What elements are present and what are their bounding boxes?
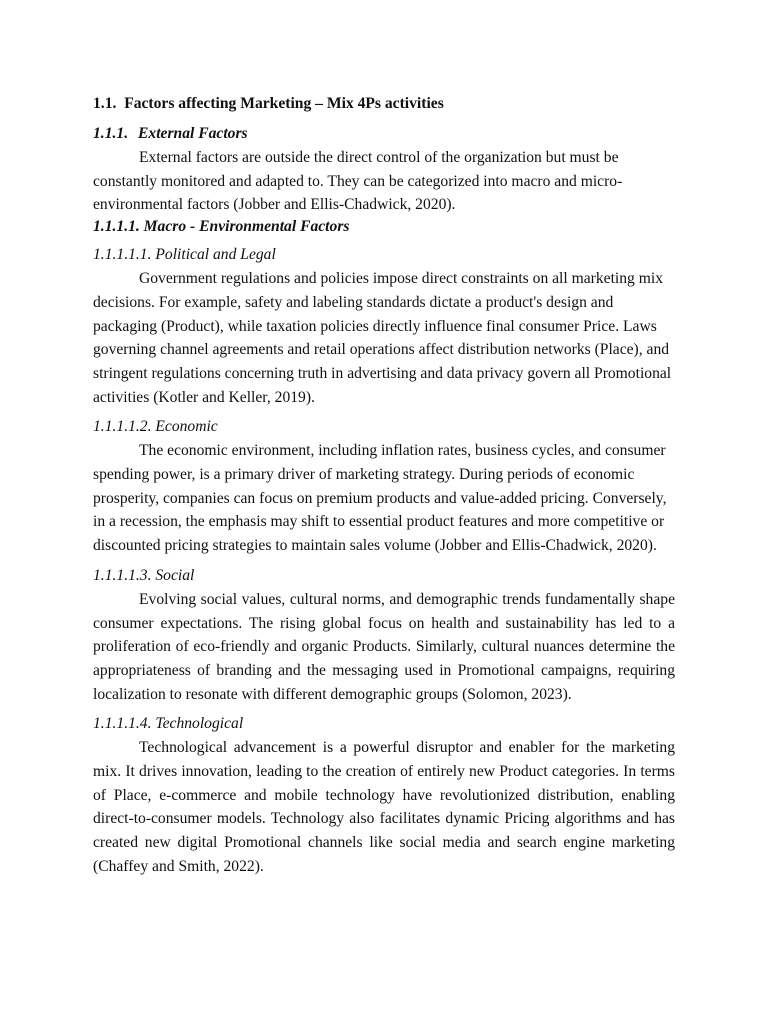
political-legal-heading: 1.1.1.1.1. Political and Legal [93,246,276,264]
macro-heading: 1.1.1.1. Macro - Environmental Factors [93,218,350,236]
external-factors-paragraph: External factors are outside the direct control of the organization but must be constantly monitored and adapted to. They can be categorized into macro and micro-environmental factors (Jobber and Ellis-Chadwick, 2020). [93,149,623,214]
social-heading: 1.1.1.1.3. Social [93,566,195,584]
economic-paragraph: The economic environment, including inflation rates, business cycles, and consumer spending power, is a primary driver of marketing strategy. During periods of economic prosperity, companies can focus on premium products and value-added pricing. Conversely, in a recession, the emphasis may shift to essential product features and more competitive or discounted pricing strategies to maintain sales volume (Jobber and Ellis-Chadwick, 2020). [93,442,667,555]
technological-heading: 1.1.1.1.4. Technological [93,715,244,733]
subsection-number: 1.1.1. [93,125,129,142]
technological-paragraph: Technological advancement is a powerful disruptor and enabler for the marketing mix. It drives innovation, leading to the creation of entirely new Product categories. In terms of Place, e-commerce and mobile technology have revolutionized distribution, enabling direct-to-consumer models. Technology also facilitates dynamic Pricing algorithms and has created new digital Promotional channels like social media and search engine marketing (Chaffey and Smith, 2022). [93,739,675,875]
section-title: Factors affecting Marketing – Mix 4Ps activities [124,95,444,112]
section-number: 1.1. [93,95,117,112]
document-page [93,92,675,879]
subsection-heading-external [93,122,675,146]
social-paragraph: Evolving social values, cultural norms, and demographic trends fundamentally shape consumer expectations. The rising global focus on health and sustainability has led to a proliferation of eco-friendly and organic Products. Similarly, cultural nuances determine the appropriateness of branding and the messaging used in Promotional campaigns, requiring localization to resonate with different demographic groups (Solomon, 2023). [93,590,675,703]
section-heading [93,92,675,116]
subsection-title: External Factors [138,125,248,142]
political-legal-paragraph: Government regulations and policies impose direct constraints on all marketing mix decisions. For example, safety and labeling standards dictate a product's design and packaging (Product), while taxation policies directly influence final consumer Price. Laws governing channel agreements and retail operations affect distribution networks (Place), and stringent regulations concerning truth in advertising and data privacy govern all Promotional activities (Kotler and Keller, 2019). [93,270,672,406]
economic-heading: 1.1.1.1.2. Economic [93,418,218,436]
